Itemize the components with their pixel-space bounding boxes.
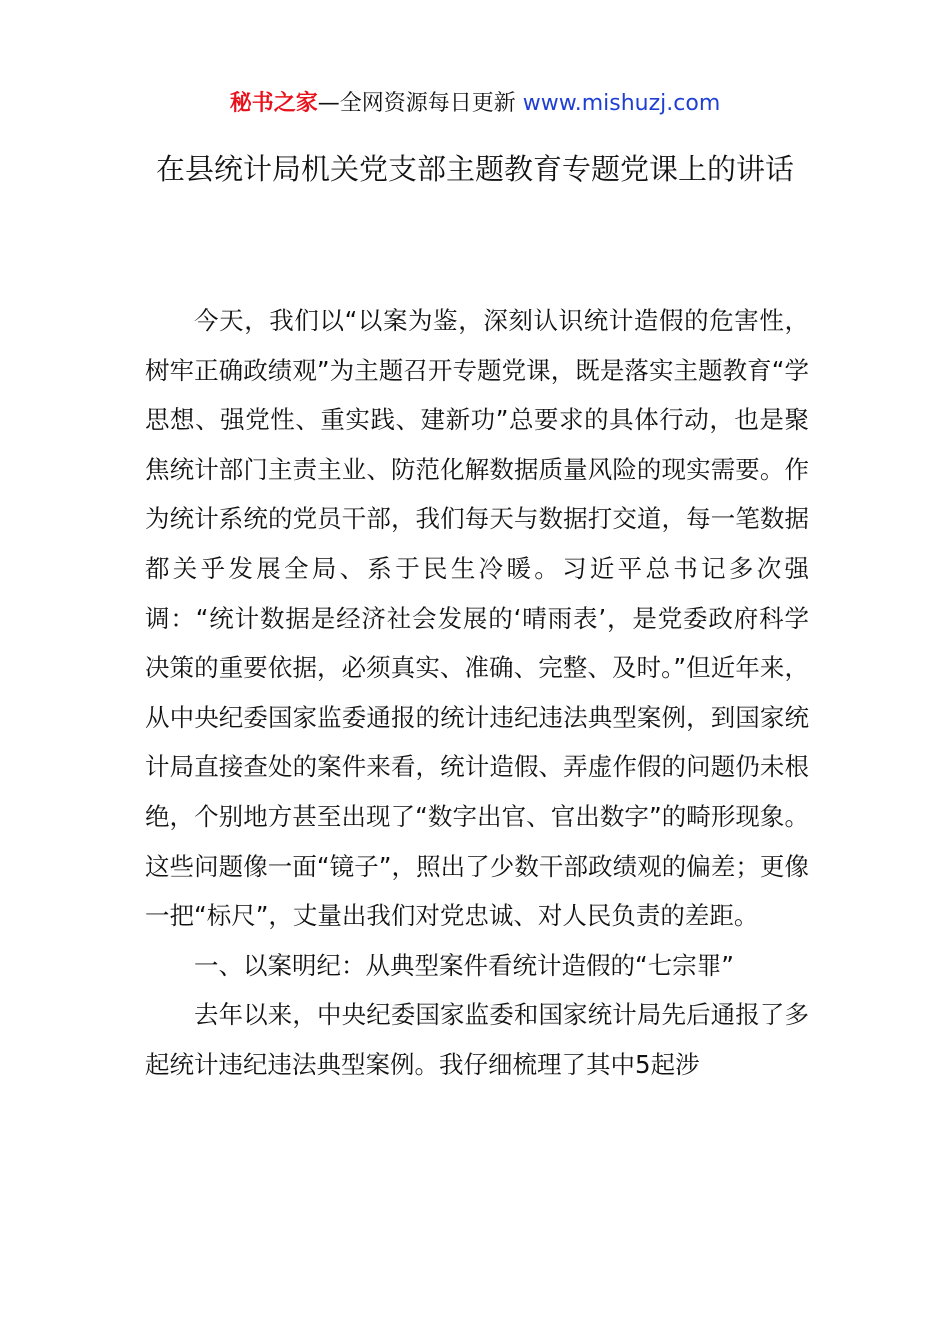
document-title: 在县统计局机关党支部主题教育专题党课上的讲话	[155, 152, 794, 186]
section-heading: 一、以案明纪：从典型案件看统计造假的“七宗罪”	[194, 950, 734, 980]
site-header	[0, 86, 950, 122]
site-url[interactable]: www.mishuzj.com	[522, 91, 721, 116]
intro-paragraph: 今天，我们以“以案为鉴，深刻认识统计造假的危害性，树牢正确政绩观”为主题召开专题党课，既是落实主题教育“学思想、强党性、重实践、建新功”总要求的具体行动，也是聚焦统计部门主责主业、防范化解数据质量风险的现实需要。作为统计系统的党员干部，我们每天与数据打交道，每一笔数据都关乎发展全局、系于民生冷暖。习近平总书记多次强调：“统计数据是经济社会发展的‘晴雨表’，是党委政府科学决策的重要依据，必须真实、准确、完整、及时。”但近年来，从中央纪委国家监委通报的统计违纪违法典型案例，到国家统计局直接查处的案件来看，统计造假、弄虚作假的问题仍未根绝，个别地方甚至出现了“数字出官、官出数字”的畸形现象。这些问题像一面“镜子”，照出了少数干部政绩观的偏差；更像一把“标尺”，丈量出我们对党忠诚、对人民负责的差距。	[145, 306, 810, 931]
brand-name: 秘书之家	[229, 91, 318, 116]
document-body	[145, 296, 809, 1090]
section-paragraph: 去年以来，中央纪委国家监委和国家统计局先后通报了多起统计违纪违法典型案例。我仔细梳理了其中5起涉	[145, 1000, 809, 1079]
header-tagline: —全网资源每日更新	[317, 91, 516, 116]
